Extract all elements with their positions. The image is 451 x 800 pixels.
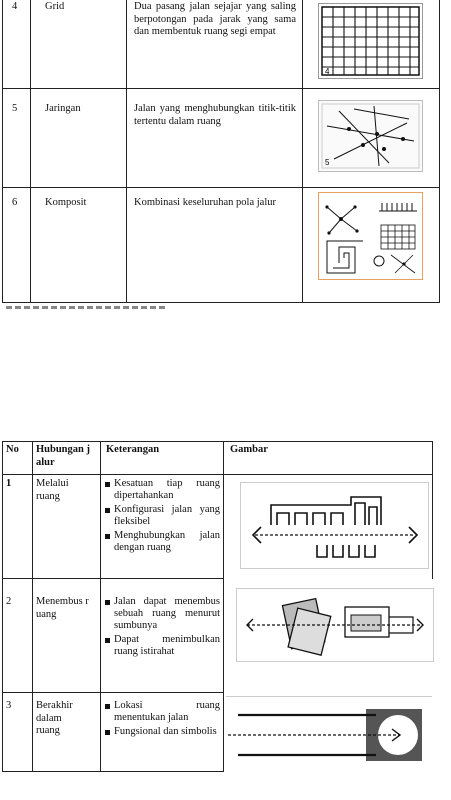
table-cell-relation: Melalui ruang [36, 478, 69, 502]
column-header-description: Keterangan [106, 444, 160, 455]
list-item: Jalan dapat menembus sebuah ruang menurut sumbunya [104, 596, 220, 632]
composite-pattern-figure [318, 192, 423, 280]
column-header-image: Gambar [230, 444, 268, 455]
through-space-figure [240, 482, 429, 569]
penetrating-space-figure [236, 588, 434, 662]
list-item: Dapat menimbulkan ruang istirahat [104, 634, 220, 658]
list-item: Konfigurasi jalan yang fleksibel [104, 504, 220, 528]
table-cell-relation: Menembus ruang [36, 596, 89, 620]
table-cell-no: 6 [12, 197, 18, 208]
list-item: Kesatuan tiap ruang dipertahankan [104, 478, 220, 502]
table-cell-pattern-name: Grid [45, 1, 65, 12]
table-cell-no: 4 [12, 1, 18, 12]
table-cell-no: 2 [6, 596, 12, 607]
list-item: Fungsional dan simbolis [104, 726, 220, 738]
table-cell-description: Jalan yang menghubungkan titik-titik tertentu dalam ruang [134, 103, 296, 127]
list-item: Lokasi ruang menentukan jalan [104, 700, 220, 724]
grid-pattern-figure [318, 3, 423, 79]
table-cell-no: 5 [12, 103, 18, 114]
ending-in-space-figure [226, 696, 432, 773]
list-item: Menghubungkan jalan dengan ruang [104, 530, 220, 554]
description-list [104, 478, 220, 556]
table-cell-no: 3 [6, 700, 12, 711]
column-header-no: No [6, 444, 19, 455]
table-cell-relation: Berakhir dalam ruang [36, 700, 73, 736]
figure-number: 4 [325, 67, 330, 76]
column-header-relation: Hubungan jalur [36, 444, 90, 468]
table-cell-no: 1 [6, 478, 12, 489]
table-cell-description: Kombinasi keseluruhan pola jalur [134, 197, 277, 208]
table-cell-description: Dua pasang jalan sejajar yang saling berpotongan pada jarak yang sama dan membentuk ruang segi empat [134, 1, 296, 37]
table-cell-pattern-name: Komposit [45, 197, 87, 208]
description-list [104, 596, 220, 660]
source-caption [6, 306, 166, 309]
description-list [104, 700, 220, 740]
table-cell-pattern-name: Jaringan [45, 103, 81, 114]
figure-number: 5 [325, 158, 330, 167]
network-pattern-figure [318, 100, 423, 172]
